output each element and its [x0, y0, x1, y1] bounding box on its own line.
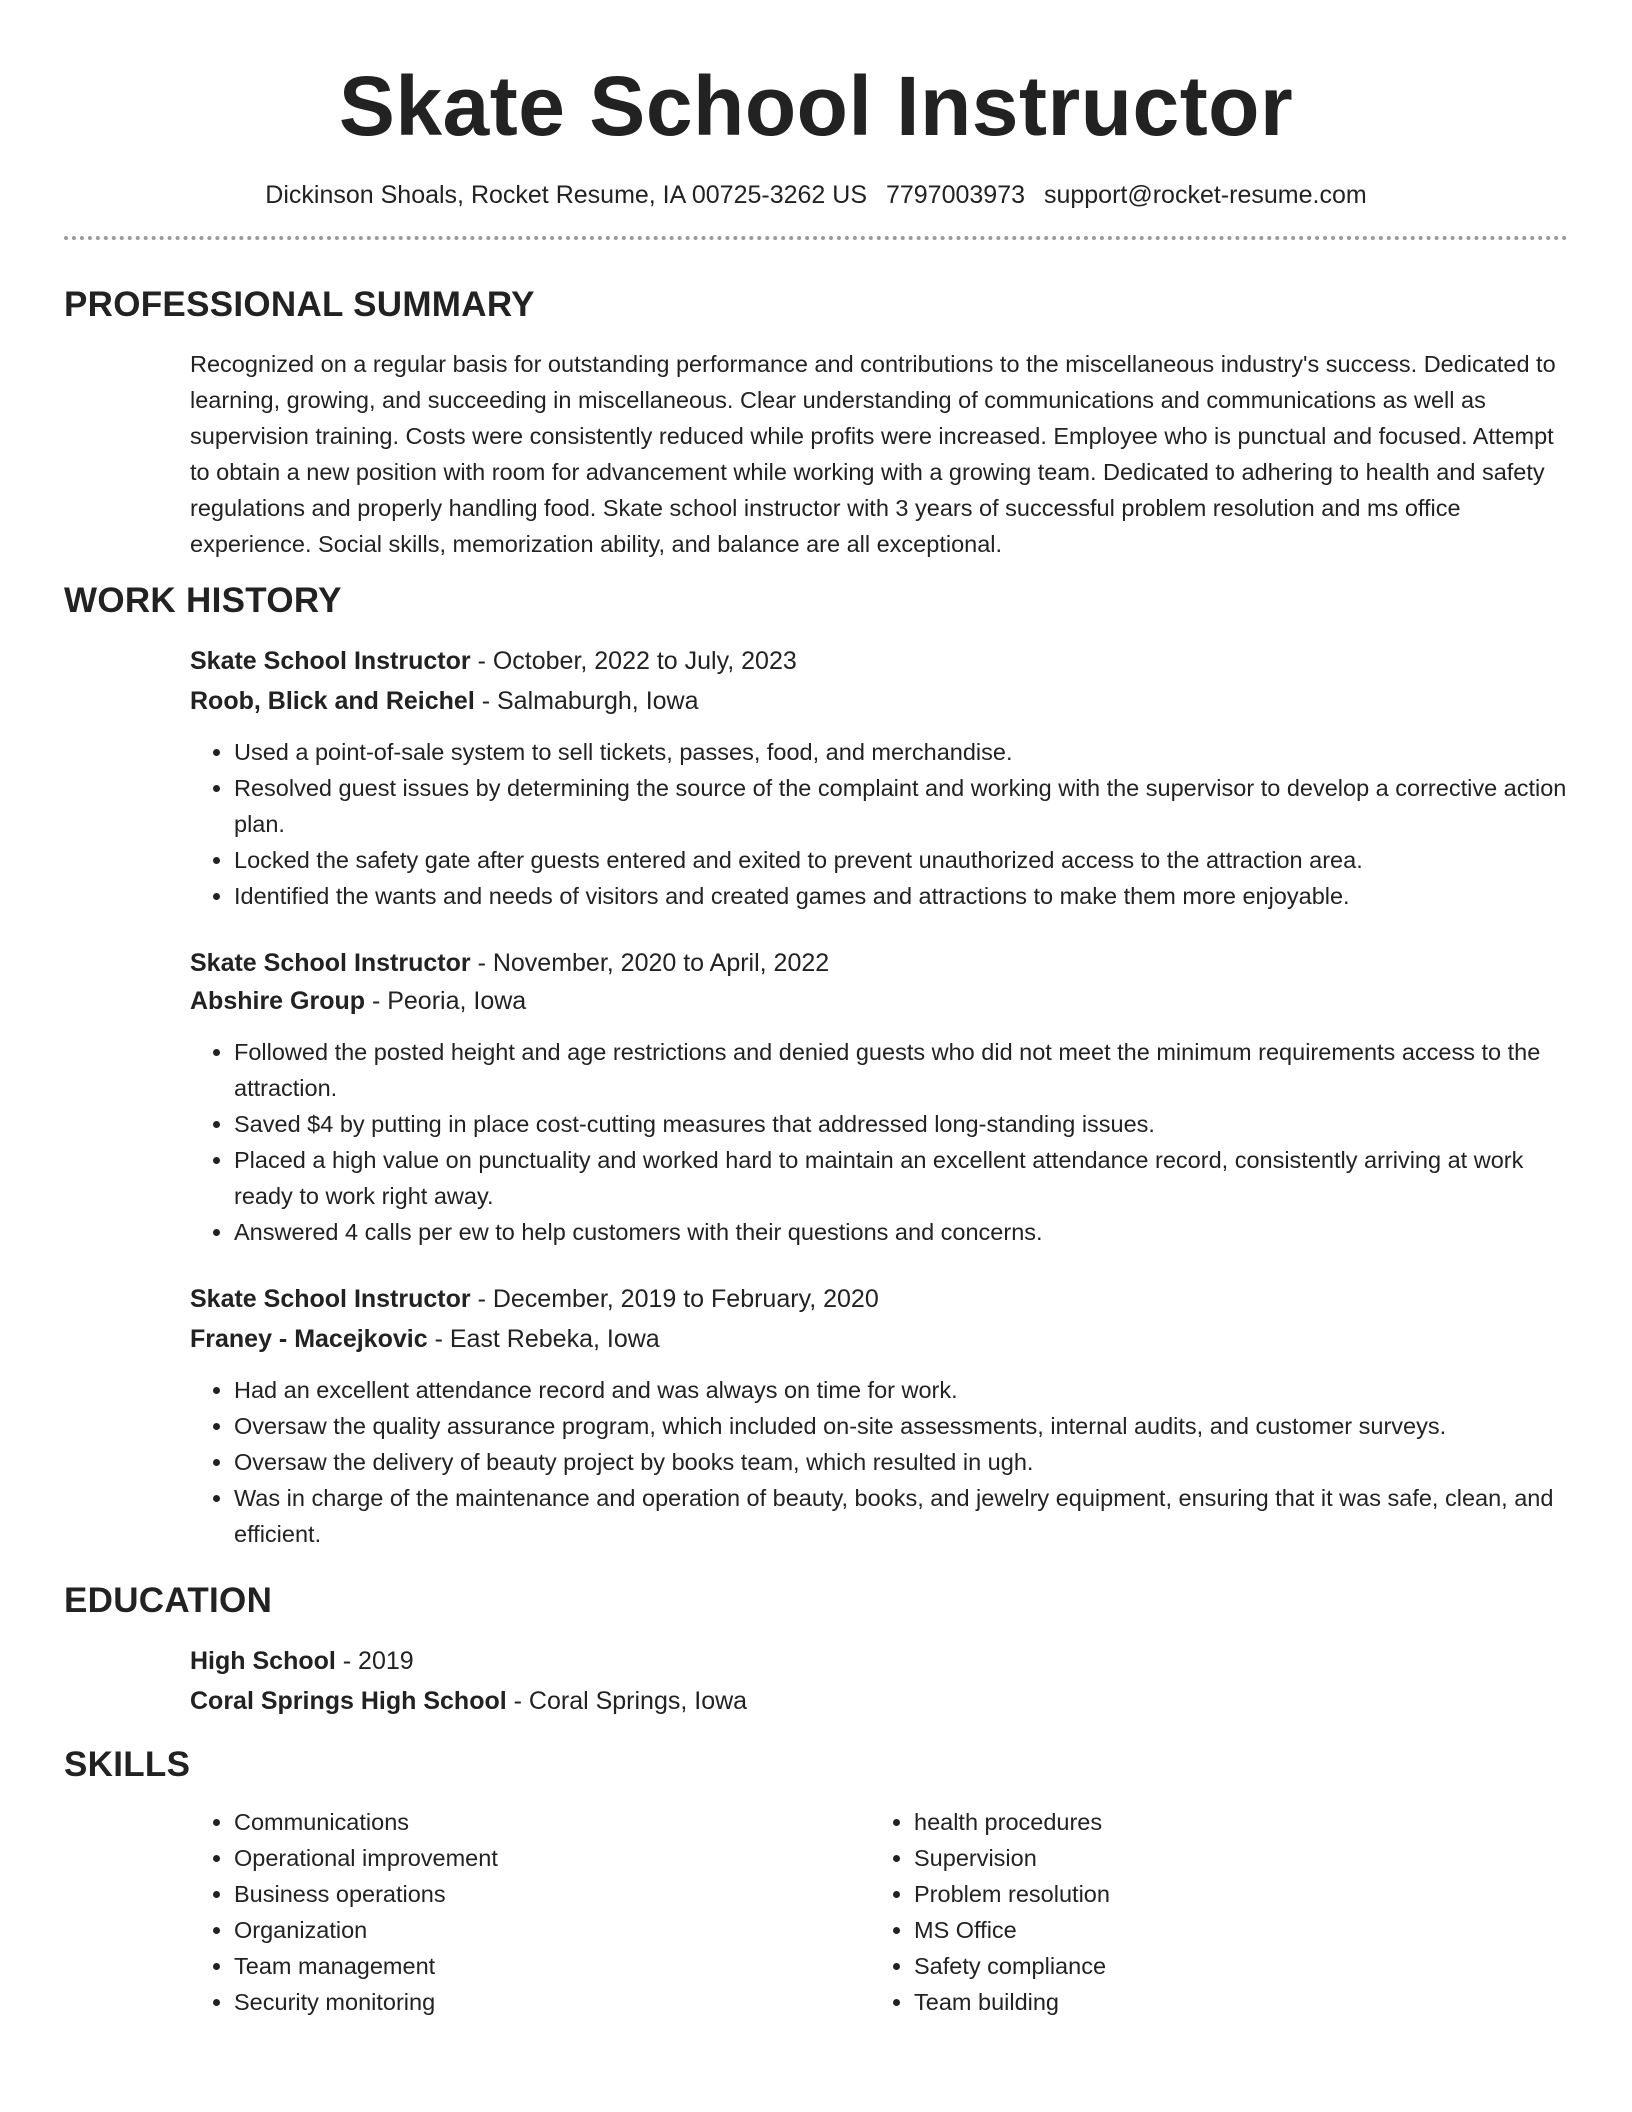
job-entry	[190, 642, 1568, 914]
skill-item: • Team building	[914, 1984, 1550, 2020]
job-entry	[190, 1280, 1568, 1552]
job-title-line	[190, 944, 1568, 982]
skill-item: • Operational improvement	[234, 1840, 870, 1876]
job-bullet: • Oversaw the quality assurance program, which included on-site assessments, internal audits, and customer surveys.	[234, 1408, 1568, 1444]
education-heading: EDUCATION	[64, 1581, 273, 1620]
skills-list	[190, 1804, 870, 2020]
contact-line	[64, 180, 1568, 210]
job-role: Skate School Instructor	[190, 1285, 471, 1313]
job-bullet: • Resolved guest issues by determining the source of the complaint and working with the supervisor to develop a corrective action plan.	[234, 770, 1568, 842]
resume-page	[64, 0, 1568, 2020]
header-divider	[64, 236, 1568, 240]
skills-list	[870, 1804, 1550, 2020]
job-company-line	[190, 1320, 1568, 1358]
job-bullet: • Was in charge of the maintenance and operation of beauty, books, and jewelry equipment, ensuring that it was safe, clean, and efficient.	[234, 1480, 1568, 1552]
job-company-line	[190, 982, 1568, 1020]
job-title-line	[190, 1280, 1568, 1318]
skills-heading: SKILLS	[64, 1745, 191, 1784]
skill-item: • MS Office	[914, 1912, 1550, 1948]
education-school: Coral Springs High School	[190, 1687, 507, 1715]
job-role: Skate School Instructor	[190, 647, 471, 675]
job-dates: - October, 2022 to July, 2023	[470, 647, 797, 675]
education-year: - 2019	[335, 1647, 414, 1675]
job-location: - East Rebeka, Iowa	[427, 1325, 660, 1353]
job-bullet: • Identified the wants and needs of visitors and created games and attractions to make them more enjoyable.	[234, 878, 1568, 914]
job-bullet: • Answered 4 calls per ew to help customers with their questions and concerns.	[234, 1214, 1568, 1250]
education-degree: High School	[190, 1647, 336, 1675]
job-bullet: • Had an excellent attendance record and was always on time for work.	[234, 1372, 1568, 1408]
job-bullet: • Saved $4 by putting in place cost-cutting measures that addressed long-standing issues.	[234, 1106, 1568, 1142]
education-degree-line	[190, 1642, 1568, 1680]
job-bullet: • Used a point-of-sale system to sell tickets, passes, food, and merchandise.	[234, 734, 1568, 770]
education-entry	[190, 1642, 1568, 1720]
skills-column-right	[870, 1804, 1550, 2020]
job-entry	[190, 944, 1568, 1250]
job-company: Roob, Blick and Reichel	[190, 687, 475, 715]
skill-item: • health procedures	[914, 1804, 1550, 1840]
job-dates: - November, 2020 to April, 2022	[470, 949, 830, 977]
skill-item: • Team management	[234, 1948, 870, 1984]
job-bullet-list	[190, 1372, 1568, 1552]
job-location: - Peoria, Iowa	[365, 987, 527, 1015]
skill-item: • Business operations	[234, 1876, 870, 1912]
education-school-line	[190, 1682, 1568, 1720]
job-title-line	[190, 642, 1568, 680]
job-role: Skate School Instructor	[190, 949, 471, 977]
skills-column-left	[190, 1804, 870, 2020]
job-location: - Salmaburgh, Iowa	[474, 687, 699, 715]
job-company: Abshire Group	[190, 987, 366, 1015]
work-history-heading: WORK HISTORY	[64, 581, 342, 620]
skill-item: • Problem resolution	[914, 1876, 1550, 1912]
job-bullet: • Followed the posted height and age restrictions and denied guests who did not meet the minimum requirements access to the attraction.	[234, 1034, 1568, 1106]
skills-columns	[190, 1804, 1568, 2020]
skill-item: • Safety compliance	[914, 1948, 1550, 1984]
job-bullet: • Locked the safety gate after guests entered and exited to prevent unauthorized access to the attraction area.	[234, 842, 1568, 878]
skill-item: • Communications	[234, 1804, 870, 1840]
contact-email: support@rocket-resume.com	[1043, 181, 1367, 209]
summary-text: Recognized on a regular basis for outstanding performance and contributions to the miscellaneous industry's success. Dedicated to learning, growing, and succeeding in miscellaneous. Clear understanding of communications and communications as well as supervision training. Costs were consistently reduced while profits were increased. Employee who is punctual and focused. Attempt to obtain a new position with room for advancement while working with a growing team. Dedicated to adhering to health and safety regulations and properly handling food. Skate school instructor with 3 years of successful problem resolution and ms office experience. Social skills, memorization ability, and balance are all exceptional.	[190, 351, 1556, 557]
summary-heading: PROFESSIONAL SUMMARY	[64, 285, 535, 324]
skill-item: • Security monitoring	[234, 1984, 870, 2020]
job-bullet: • Placed a high value on punctuality and worked hard to maintain an excellent attendance record, consistently arriving at work ready to work right away.	[234, 1142, 1568, 1214]
resume-name: Skate School Instructor	[338, 59, 1294, 153]
contact-address: Dickinson Shoals, Rocket Resume, IA 00725-3262 US	[265, 181, 868, 209]
education-location: - Coral Springs, Iowa	[506, 1687, 748, 1715]
contact-phone: 7797003973	[885, 181, 1026, 209]
job-bullet-list	[190, 1034, 1568, 1250]
skill-item: • Organization	[234, 1912, 870, 1948]
job-dates: - December, 2019 to February, 2020	[470, 1285, 879, 1313]
job-company: Franey - Macejkovic	[190, 1325, 428, 1353]
job-bullet-list	[190, 734, 1568, 914]
job-bullet: • Oversaw the delivery of beauty project by books team, which resulted in ugh.	[234, 1444, 1568, 1480]
skill-item: • Supervision	[914, 1840, 1550, 1876]
job-company-line	[190, 682, 1568, 720]
